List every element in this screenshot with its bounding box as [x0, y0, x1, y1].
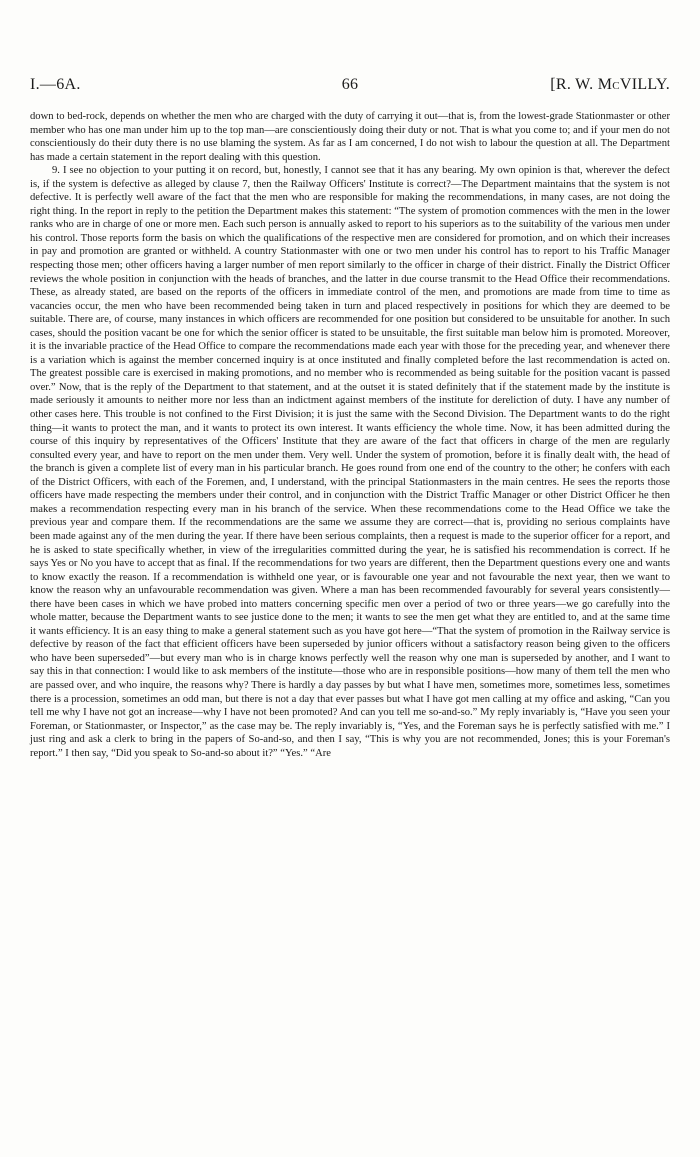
page-number: 66 [341, 76, 359, 93]
paragraph-9: 9. I see no objection to your putting it on record, but, honestly, I cannot see that it has any bearing. My own opinion is that, wherever the defect is, if the system is defective as alleged by clause 7, then the Railway Officers' Institute is correct?—The Department maintains that the system is not defective. It is perfectly well aware of the fact that the men who are responsible for making the recommendations, in many cases, are not doing the right thing. In the report in reply to the petition the Department makes this statement: “The system of promotion commences with the men in the lower ranks who are in charge of one or more men. Each such person is annually asked to report to his superiors as to the suitability of the various men under his control. Those reports form the basis on which the qualifications of the respective men are considered for promotion, and on which their increases in pay and promotion are granted or withheld. A country Stationmaster with one or two men under his control has to report to his Traffic Manager respecting those men; other officers having a larger number of men report similarly to the officer in charge of their district. Finally the District Officer reviews the whole position in conjunction with the heads of branches, and the latter in due course transmit to the Head Office their recommendations. These, as already stated, are based on the reports of the officers in immediate control of the men, and promotions are made from time to time as vacancies occur, the men who have been recommended being taken in turn and placed respectively in positions for which they are deemed to be suitable. There are, of course, many instances in which officers are recommended for one position but considered to be unsuitable for another. In such cases, should the position vacant be one for which the senior officer is stated to be unsuitable, the first suitable man below him is promoted. Moreover, it is the invariable practice of the Head Office to compare the recommendations made each year with those for the preceding year, and whenever there is a variation which is against the member concerned inquiry is at once instituted and finally completed before the last recommendation is acted on. The greatest possible care is exercised in making promotions, and no member who is recommended as being suitable for the position vacant is passed over.” Now, that is the reply of the Department to that statement, and at the outset it is stated definitely that if the statement made by the institute is made seriously it amounts to neither more nor less than an indictment against members of the institute for dereliction of duty. I have any number of other cases here. This trouble is not confined to the First Division; it is just the same with the Second Division. The Department wants to do the right thing—it wants to protect the man, and it wants to protect its own interest. It wants efficiency the whole time. Now, it has been admitted during the course of this inquiry by representatives of the Officers' Institute that they are aware of the fact that officers in charge of the men are regularly consulted every year, and have to report on the men under them. Very well. Under the system of promotion, before it is finally dealt with, the head of the branch is given a complete list of every man in his particular branch. He goes round from one end of the country to the other; he confers with each of the District Officers, with each of the Foremen, and, I understand, with the principal Stationmasters in the main centres. He sees the reports those officers have made respecting the members under their control, and in conjunction with the District Traffic Manager or other District Officer he then makes a recommendation respecting every man in his branch of the service. When these recommendations come to the Head Office we take the previous year and compare them. If the recommendations are the same we assume they are correct—that is, providing no serious complaints have been made against any of the men during the year. If there have been serious complaints, then a request is made to the superior officer for a report, and he is asked to state specifically whether, in view of the irregularities committed during the year, he is satisfied his recommendation is correct. If he says Yes or No you have to accept that as final. If the recommendations for two years are different, then the Department questions every one and wants to know exactly the reason. If a recommendation is withheld one year, or is favourable one year and not favourable the next year, then we want to know the reason why an unfavourable recommendation was given. Where a man has been recommended favourably for several years consistently—there have been cases in which we have probed into matters concerning specific men over a period of two or three years—we go carefully into the whole matter, because the Department wants to see justice done to the men; it wants to see the men get what they are entitled to, and at the same time it wants efficiency. It is an easy thing to make a general statement such as you have got here—“That the system of promotion in the Railway service is defective by reason of the fact that efficient officers have been superseded by junior officers without a satisfactory reason being given to the officers who have been superseded”—but every man who is in charge knows perfectly well the reason why one man is superseded by another, and I want to say this in that connection: I would like to ask members of the institute—those who are in responsible positions—how many of them tell the men who are passed over, and who inquire, the reasons why? There is hardly a day passes by but what I have men, sometimes more, sometimes less, sometimes there is a procession, sometimes an odd man, but there is not a day that ever passes but what I have got men calling at my office and asking, “Can you tell me why I have not got an increase—why I have not been promoted? And can you tell me so-and-so.” My reply invariably is, “Have you seen your Foreman, or Stationmaster, or Inspector,” as the case may be. The reply invariably is, “Yes, and the Foreman says he is perfectly satisfied with me.” I just ring and ask a clerk to bring in the papers of So-and-so, and then I say, “This is why you are not recommended, Jones; this is your Foreman's report.” I then say, “Did you speak to So-and-so about it?” “Yes.” “Are [30, 165, 670, 759]
page-header [30, 76, 670, 98]
document-reference: I.—6A. [30, 76, 81, 93]
paragraph-continuation: down to bed-rock, depends on whether the men who are charged with the duty of carrying it out—that is, from the lowest-grade Stationmaster or other member who has one man under him up to the top man—are conscientiously doing their duty or not. That is what you come to; and if your men do not conscientiously do their duty there is no use blaming the system. As far as I am concerned, I do not wish to labour the question at all. The Department has made a certain statement in the report dealing with this question. [30, 111, 670, 163]
body-text [30, 110, 670, 760]
witness-name: [R. W. McVILLY. [550, 76, 670, 93]
